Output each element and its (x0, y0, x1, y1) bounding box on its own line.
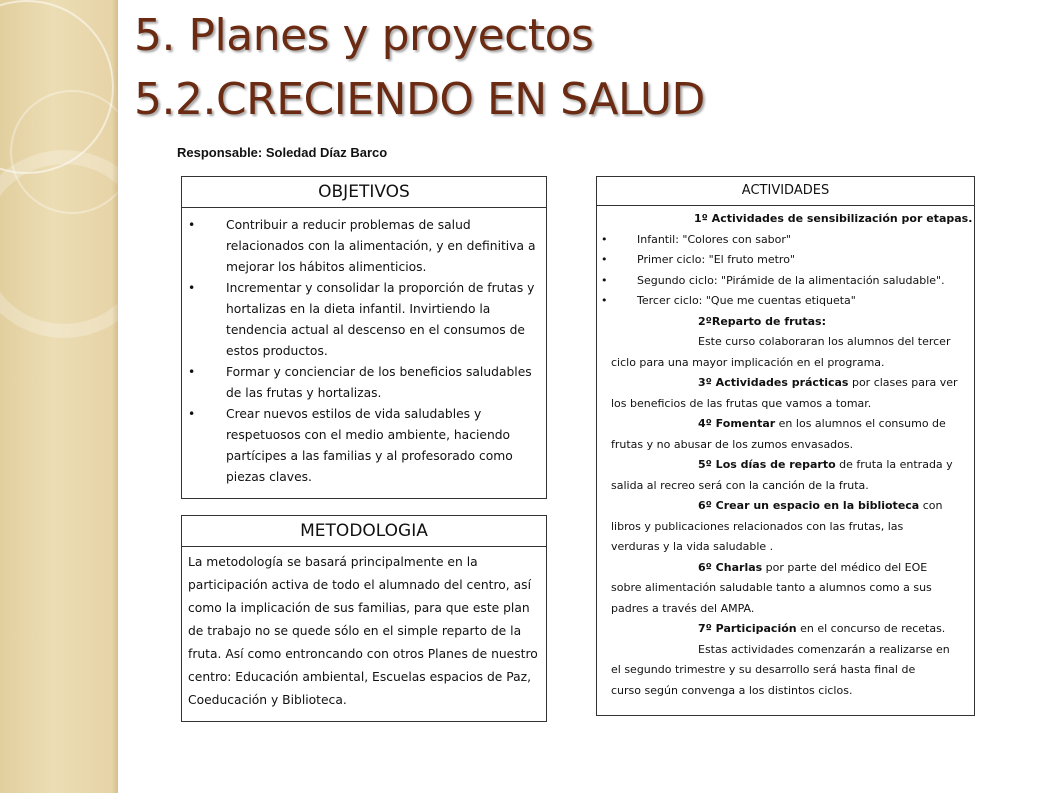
list-item (182, 215, 538, 278)
bullet-icon: • (601, 232, 608, 246)
list-item: • Tercer ciclo: "Que me cuentas etiqueta" (597, 291, 974, 312)
list-item: • Infantil: "Colores con sabor" (597, 230, 974, 251)
list-item: • Segundo ciclo: "Pirámide de la alimentación saludable". (597, 271, 974, 292)
actividad-text: verduras y la vida saludable . (611, 540, 774, 553)
actividad-text: padres a través del AMPA. (611, 601, 755, 615)
objetivo-text: Formar y concienciar de los beneficios saludables de las frutas y hortalizas. (226, 365, 532, 400)
actividad-text: 6º Charlas por parte del médico del EOE (698, 560, 928, 574)
actividad-text: 4º Fomentar en los alumnos el consumo de (698, 417, 946, 430)
bullet-icon: • (188, 365, 196, 379)
actividad-text: 5º Los días de reparto de fruta la entrada y (698, 458, 953, 471)
list-item (182, 362, 538, 404)
actividades-body (597, 206, 974, 701)
objetivos-box (181, 176, 547, 499)
actividad-text: Estas actividades comenzarán a realizarse en (698, 642, 950, 656)
bullet-icon: • (601, 273, 608, 287)
actividad-text: 6º Crear un espacio en la biblioteca con (698, 499, 943, 512)
actividad-text: los beneficios de las frutas que vamos a tomar. (611, 396, 872, 410)
objetivos-list (182, 208, 546, 488)
metodologia-header: METODOLOGIA (182, 516, 546, 547)
objetivos-header: OBJETIVOS (182, 177, 546, 208)
responsable-label: Responsable: Soledad Díaz Barco (177, 145, 388, 160)
actividad-text: libros y publicaciones relacionados con las frutas, las (611, 519, 904, 533)
bullet-icon: • (601, 253, 608, 266)
sidebar-shade (112, 0, 118, 793)
bullet-icon: • (188, 281, 196, 295)
actividad-text: sobre alimentación saludable tanto a alumnos como a sus (611, 581, 932, 594)
objetivo-text: Contribuir a reducir problemas de salud relacionados con la alimentación, y en definitiva a mejorar los hábitos alimenticios. (226, 218, 536, 274)
objetivo-text: Incrementar y consolidar la proporción de frutas y hortalizas en la dieta infantil. Invirtiendo la tendencia actual al descenso en el consumos de estos productos. (226, 281, 535, 358)
slide-title: 5. Planes y proyectos (134, 10, 594, 61)
decorative-ring (0, 150, 118, 338)
bullet-icon: • (188, 218, 196, 232)
bullet-icon: • (601, 294, 608, 307)
decorative-sidebar (0, 0, 118, 793)
actividad-text: 7º Participación en el concurso de recetas. (698, 622, 946, 635)
list-item (182, 278, 538, 362)
objetivo-text: Crear nuevos estilos de vida saludables y respetuosos con el medio ambiente, haciendo partícipes a las familias y al profesorado como piezas claves. (226, 407, 513, 484)
actividad-text: curso según convenga a los distintos ciclos. (611, 683, 853, 697)
list-item: • Primer ciclo: "El fruto metro" (597, 250, 974, 271)
actividad-text: salida al recreo será con la canción de la fruta. (611, 478, 869, 492)
actividad-text: el segundo trimestre y su desarrollo será hasta final de (611, 663, 916, 676)
list-item (182, 404, 538, 488)
metodologia-text: La metodología se basará principalmente en la participación activa de todo el alumnado del centro, así como la implicación de sus familias, para que este plan de trabajo no se quede sólo en el simple reparto de la fruta. Así como entroncando con otros Planes de nuestro centro: Educación ambiental, Escuelas espacios de Paz, Coeducación y Biblioteca. (188, 555, 538, 707)
actividad-text: ciclo para una mayor implicación en el programa. (611, 355, 885, 369)
actividad-title: 2ºReparto de frutas: (698, 314, 826, 328)
bullet-icon: • (188, 407, 196, 421)
actividad-text: Este curso colaboraran los alumnos del tercer (698, 335, 951, 348)
actividad-text: frutas y no abusar de los zumos envasados. (611, 437, 854, 451)
actividad-text: 3º Actividades prácticas por clases para ver (698, 376, 958, 389)
actividades-header: ACTIVIDADES (597, 177, 974, 206)
actividades-box (596, 176, 975, 716)
metodologia-box (181, 515, 547, 722)
actividades-intro: 1º Actividades de sensibilización por etapas. (694, 212, 973, 225)
slide-subtitle: 5.2.CRECIENDO EN SALUD (134, 74, 705, 125)
